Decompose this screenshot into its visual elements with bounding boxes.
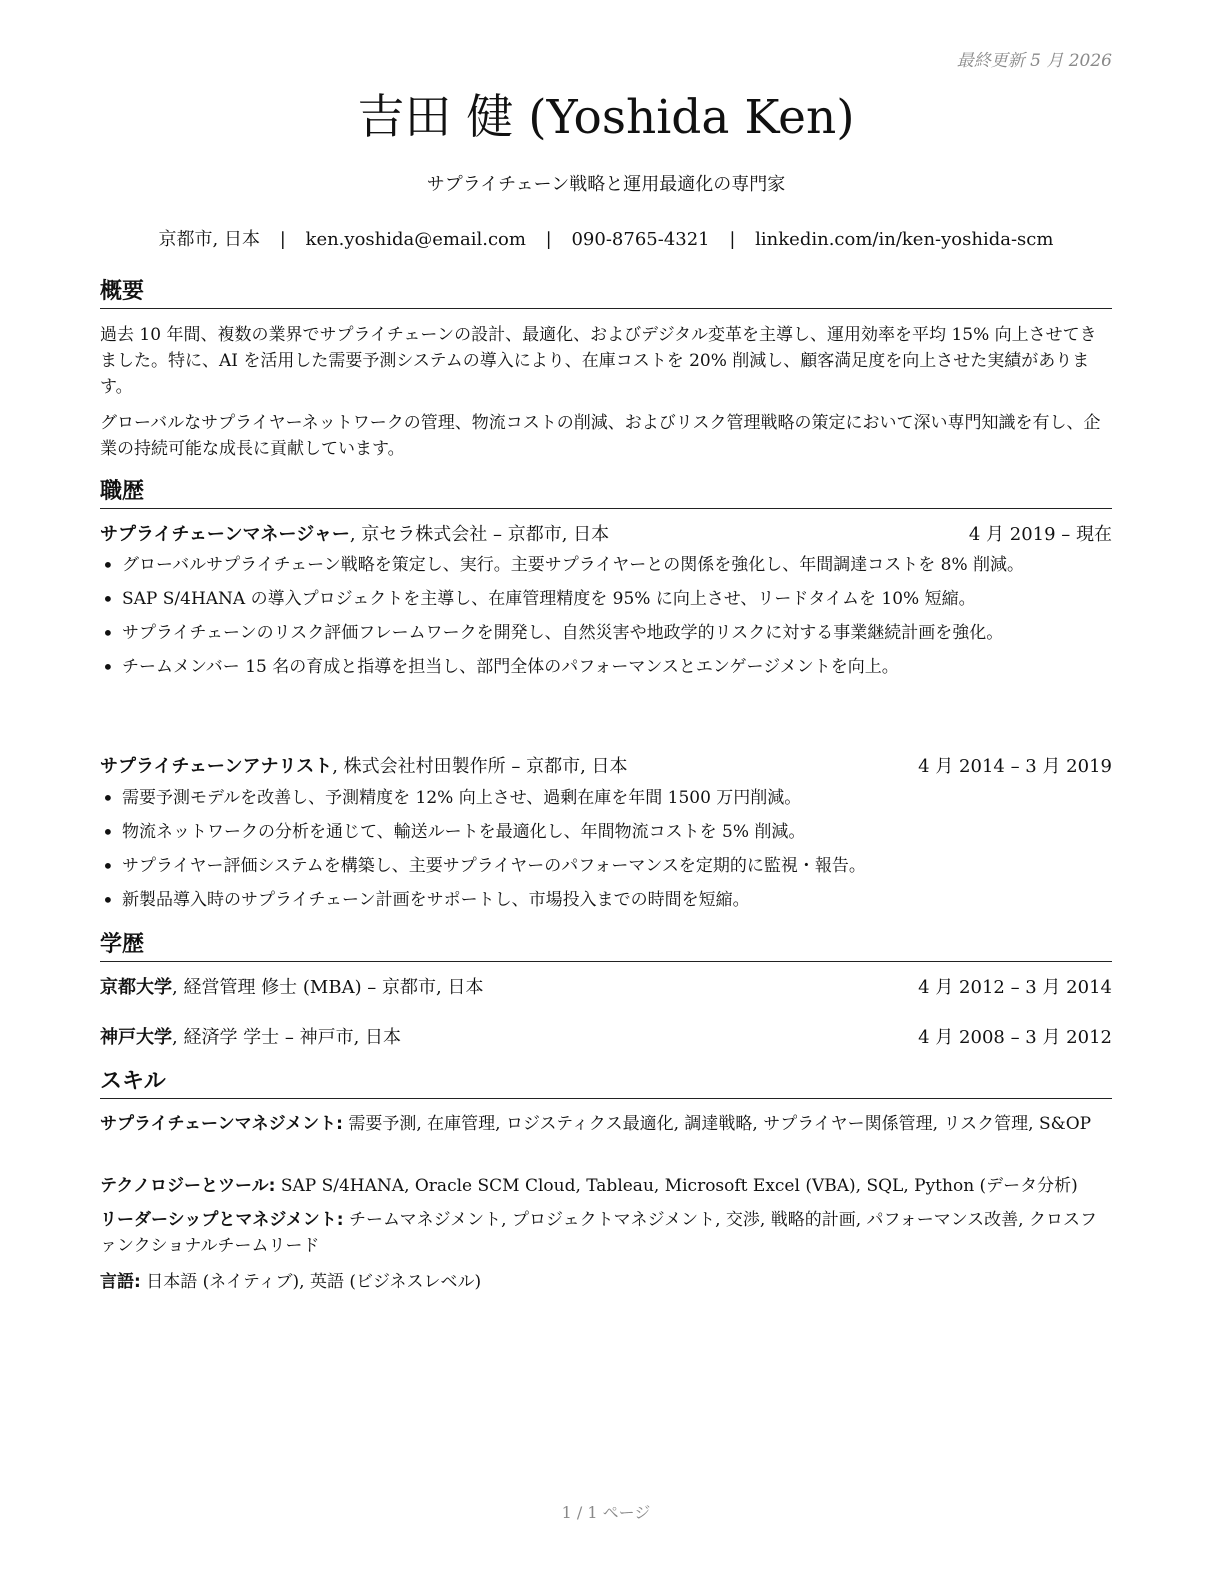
summary-paragraph: 過去 10 年間、複数の業界でサプライチェーンの設計、最適化、およびデジタル変革を主導し、運用効率を平均 15% 向上させてきました。特に、AI を活用した需要予測システムの導入により、在庫コストを 20% 削減し、顧客満足度を向上させた実績があります。 [100,325,1097,397]
summary-paragraph: グローバルなサプライヤーネットワークの管理、物流コストの削減、およびリスク管理戦略の策定において深い専門知識を有し、企業の持続可能な成長に貢献しています。 [100,413,1101,459]
job-date: 4 月 2014 – 3 月 2019 [918,756,1112,777]
skill-label: テクノロジーとツール: [100,1176,276,1196]
skill-value: 需要予測, 在庫管理, ロジスティクス最適化, 調達戦略, サプライヤー関係管理, リスク管理, S&OP [342,1114,1092,1134]
candidate-name: 吉田 健 (Yoshida Ken) [357,90,855,145]
list-item: • サプライチェーンのリスク評価フレームワークを開発し、自然災害や地政学的リスクに対する事業継続計画を強化。 [100,620,1112,646]
education-item [100,1025,1112,1051]
page-number: 1 / 1 ページ [561,1503,651,1522]
job-org: , 株式会社村田製作所 – 京都市, 日本 [332,756,628,777]
list-item: • SAP S/4HANA の導入プロジェクトを主導し、在庫管理精度を 95% に向上させ、リードタイムを 10% 短縮。 [100,586,1112,612]
skill-line [100,1111,1112,1137]
education-date: 4 月 2008 – 3 月 2012 [918,1027,1112,1048]
section-title-education: 学歴 [100,931,1112,962]
list-item: • 需要予測モデルを改善し、予測精度を 12% 向上させ、過剰在庫を年間 1500 万円削減。 [100,785,1112,811]
list-item: • グローバルサプライチェーン戦略を策定し、実行。主要サプライヤーとの関係を強化し、年間調達コストを 8% 削減。 [100,552,1112,578]
skill-label: リーダーシップとマネジメント: [100,1210,344,1230]
skill-line [100,1269,1112,1295]
job-header [100,522,1112,548]
skill-label: サプライチェーンマネジメント: [100,1114,343,1134]
job-role: サプライチェーンマネージャー [100,524,350,545]
list-item: • 物流ネットワークの分析を通じて、輸送ルートを最適化し、年間物流コストを 5% 削減。 [100,819,1112,845]
resume-page [100,0,1112,1584]
contact-separator: | [545,229,552,250]
section-title-experience: 職歴 [100,478,1112,509]
contact-email[interactable]: ken.yoshida@email.com [305,229,526,250]
last-updated: 最終更新 5 月 2026 [956,51,1112,71]
job-bullets [100,785,1112,921]
contact-separator: | [729,229,736,250]
education-detail: , 経済学 学士 – 神戸市, 日本 [172,1027,402,1048]
job-header [100,754,1112,780]
skill-value: チームマネジメント, プロジェクトマネジメント, 交渉, 戦略的計画, パフォーマンス改善, クロスファンクショナルチームリード [100,1210,1097,1256]
job-bullets [100,552,1112,688]
education-school: 神戸大学 [100,1027,172,1048]
job-role: サプライチェーンアナリスト [100,756,333,777]
section-title-summary: 概要 [100,278,1112,309]
education-school: 京都大学 [100,977,172,998]
job-org: , 京セラ株式会社 – 京都市, 日本 [349,524,610,545]
skill-line [100,1207,1112,1259]
skill-value: 日本語 (ネイティブ), 英語 (ビジネスレベル) [140,1272,482,1292]
tagline: サプライチェーン戦略と運用最適化の専門家 [426,174,786,195]
section-title-skills: スキル [100,1068,1112,1099]
education-date: 4 月 2012 – 3 月 2014 [918,977,1112,998]
education-item [100,975,1112,1001]
skill-label: 言語: [100,1272,141,1292]
list-item: • チームメンバー 15 名の育成と指導を担当し、部門全体のパフォーマンスとエンゲージメントを向上。 [100,654,1112,680]
contact-separator: | [279,229,286,250]
contact-line [100,225,1112,251]
contact-phone[interactable]: 090-8765-4321 [571,229,710,250]
job-date: 4 月 2019 – 現在 [968,524,1112,545]
contact-location: 京都市, 日本 [158,229,260,250]
skill-line [100,1173,1112,1199]
education-detail: , 経営管理 修士 (MBA) – 京都市, 日本 [172,977,484,998]
list-item: • サプライヤー評価システムを構築し、主要サプライヤーのパフォーマンスを定期的に監視・報告。 [100,853,1112,879]
contact-linkedin[interactable]: linkedin.com/in/ken-yoshida-scm [755,229,1054,250]
list-item: • 新製品導入時のサプライチェーン計画をサポートし、市場投入までの時間を短縮。 [100,887,1112,913]
skill-value: SAP S/4HANA, Oracle SCM Cloud, Tableau, Microsoft Excel (VBA), SQL, Python (データ分析) [275,1176,1078,1196]
